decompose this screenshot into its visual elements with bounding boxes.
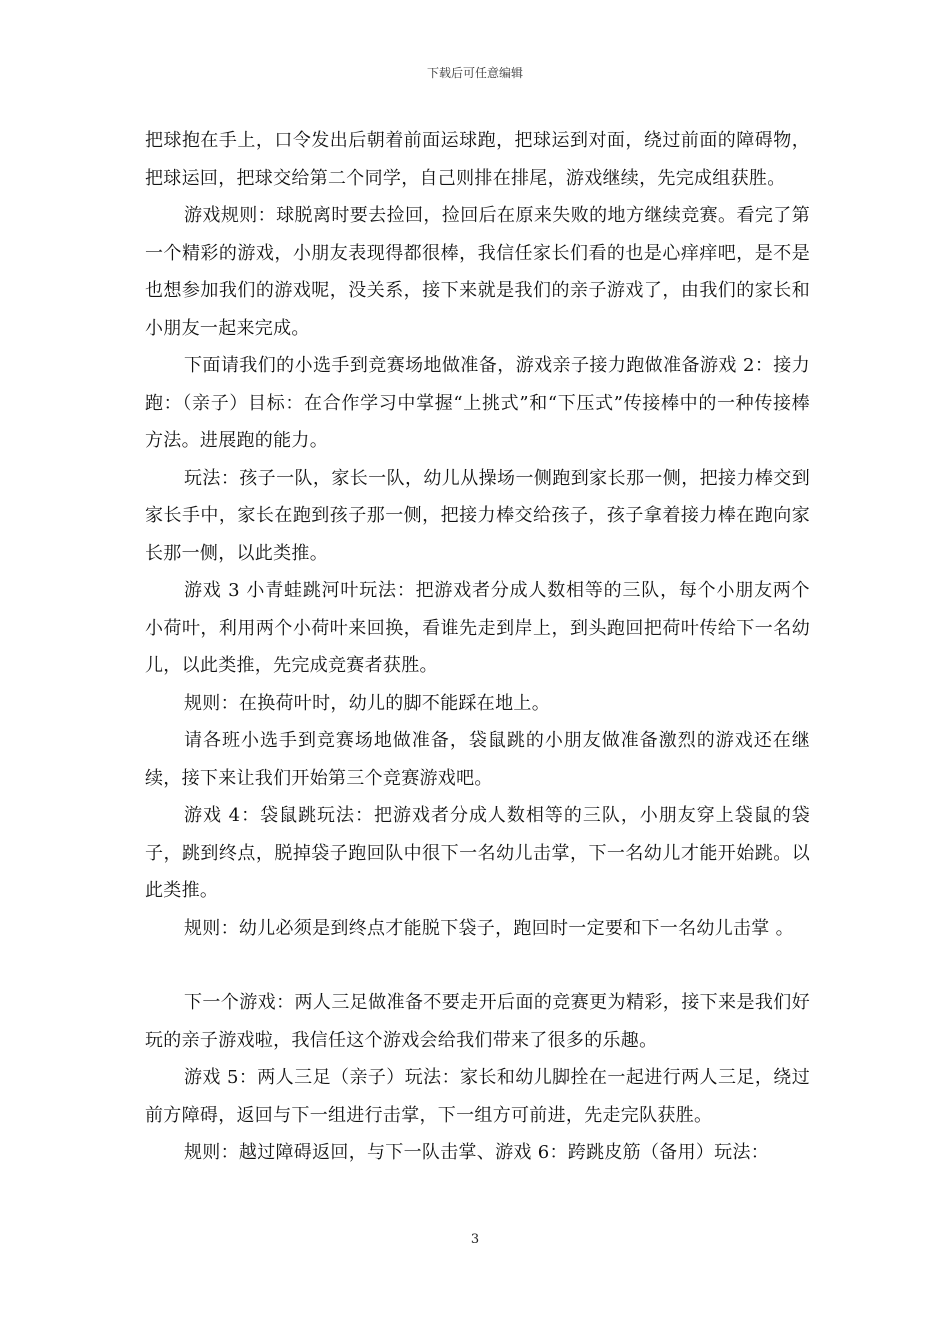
paragraph-frog-game: 游戏 3 小青蛙跳河叶玩法：把游戏者分成人数相等的三队，每个小朋友两个小荷叶，利用两个小荷叶来回换，看谁先走到岸上，到头跑回把荷叶传给下一名幼儿，以此类推，先完成竞赛者获胜。 <box>145 580 810 676</box>
paragraph-frog-rules: 规则：在换荷叶时，幼儿的脚不能踩在地上。 <box>184 692 550 714</box>
paragraph-ball-relay: 把球抱在手上，口令发出后朝着前面运球跑，把球运到对面，绕过前面的障碍物，把球运回，把球交给第二个同学，自己则排在排尾，游戏继续，先完成组获胜。 <box>145 130 810 189</box>
page-number: 3 <box>470 1232 480 1247</box>
paragraph-three-legged-intro: 下一个游戏：两人三足做准备不要走开后面的竞赛更为精彩，接下来是我们好玩的亲子游戏啦，我信任这个游戏会给我们带来了很多的乐趣。 <box>145 992 810 1051</box>
paragraph-gap <box>145 947 810 984</box>
paragraph-relay-play: 玩法：孩子一队，家长一队，幼儿从操场一侧跑到家长那一侧，把接力棒交到家长手中，家长在跑到孩子那一侧，把接力棒交给孩子，孩子拿着接力棒在跑向家长那一侧，以此类推。 <box>145 467 810 564</box>
paragraph-kangaroo-rules: 规则：幼儿必须是到终点才能脱下袋子，跑回时一定要和下一名幼儿击掌 。 <box>184 917 794 939</box>
paragraph-three-legged-rules: 规则：越过障碍返回，与下一队击掌、游戏 6：跨跳皮筋（备用）玩法： <box>184 1142 770 1163</box>
page-header: 下载后可任意编辑 <box>426 66 523 80</box>
paragraph-kangaroo-game: 游戏 4：袋鼠跳玩法：把游戏者分成人数相等的三队，小朋友穿上袋鼠的袋子，跳到终点，脱掉袋子跑回队中很下一名幼儿击掌，下一名幼儿才能开始跳。以此类推。 <box>145 805 810 901</box>
paragraph-game-rules: 游戏规则：球脱离时要去捡回，捡回后在原来失败的地方继续竞赛。看完了第一个精彩的游戏，小朋友表现得都很棒，我信任家长们看的也是心痒痒吧，是不是也想参加我们的游戏呢，没关系，接下来就是我们的亲子游戏了，由我们的家长和小朋友一起来完成。 <box>145 205 810 339</box>
paragraph-three-legged-game: 游戏 5：两人三足（亲子）玩法：家长和幼儿脚拴在一起进行两人三足，绕过前方障碍，返回与下一组进行击掌，下一组方可前进，先走完队获胜。 <box>145 1067 810 1126</box>
document-body <box>145 122 810 1172</box>
paragraph-relay-intro: 下面请我们的小选手到竞赛场地做准备，游戏亲子接力跑做准备游戏 2：接力跑：（亲子）目标：在合作学习中掌握“上挑式”和“下压式”传接棒中的一种传接棒方法。进展跑的能力。 <box>145 355 810 451</box>
paragraph-kangaroo-intro: 请各班小选手到竞赛场地做准备，袋鼠跳的小朋友做准备激烈的游戏还在继续，接下来让我们开始第三个竞赛游戏吧。 <box>145 730 810 789</box>
